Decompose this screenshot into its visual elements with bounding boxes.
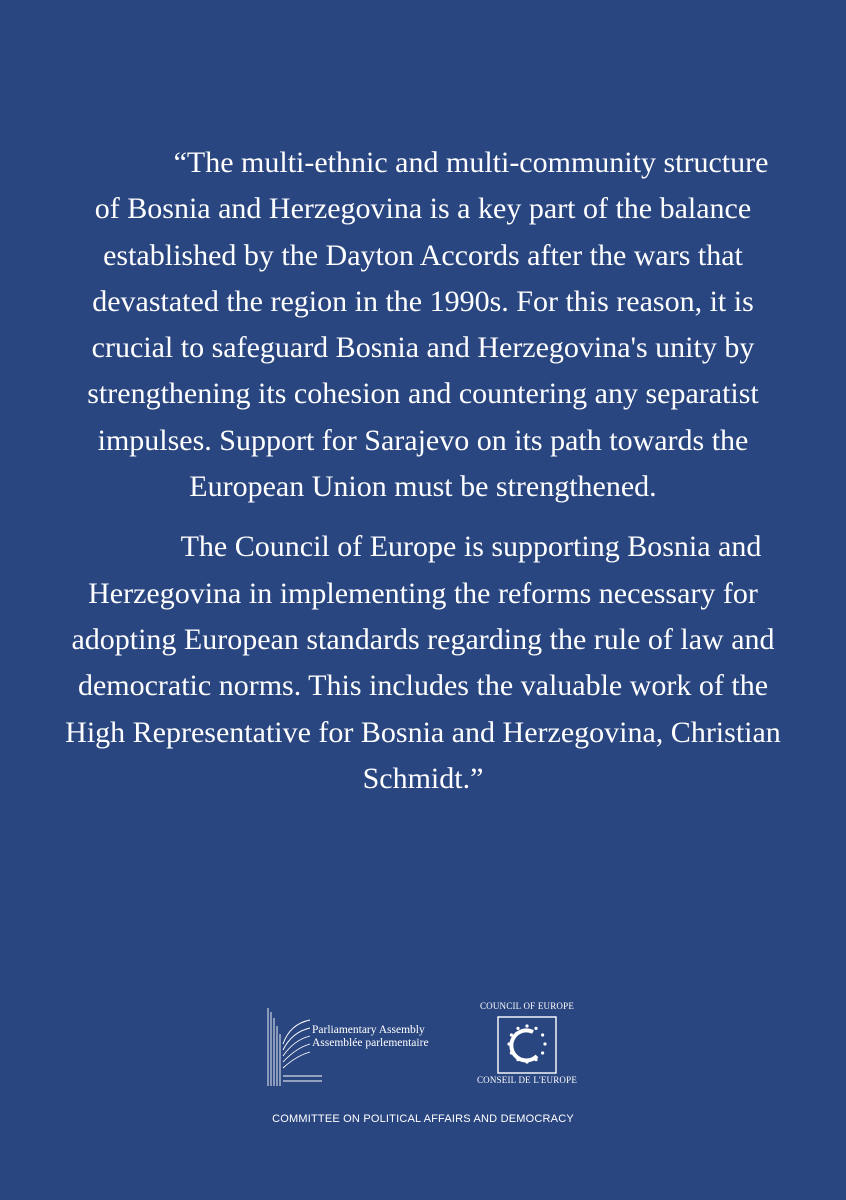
- pace-name-french: Assemblée parlementaire: [312, 1037, 429, 1049]
- coe-name-english: COUNCIL OF EUROPE: [479, 1001, 575, 1011]
- parliamentary-assembly-logo: [266, 1004, 456, 1090]
- coe-name-french: CONSEIL DE L'EUROPE: [476, 1075, 578, 1085]
- committee-name: COMMITTEE ON POLITICAL AFFAIRS AND DEMOCRACY: [272, 1113, 574, 1125]
- council-of-europe-logo: [470, 1000, 584, 1090]
- quote-text: [62, 140, 784, 802]
- council-of-europe-stars-icon: [497, 1016, 557, 1074]
- pace-name-english: Parliamentary Assembly: [312, 1024, 425, 1036]
- quote-paragraph-2: The Council of Europe is supporting Bosnia and Herzegovina in implementing the reforms necessary for adopting European standards regarding the rule of law and democratic norms. This includes the valuable work of the High Representative for Bosnia and Herzegovina, Christian Schmidt.”: [65, 530, 781, 795]
- quote-paragraph-1: “The multi-ethnic and multi-community structure of Bosnia and Herzegovina is a key part of the balance established by the Dayton Accords after the wars that devastated the region in the 1990s. For this reason, it is crucial to safeguard Bosnia and Herzegovina's unity by strengthening its cohesion and countering any separatist impulses. Support for Sarajevo on its path towards the European Union must be strengthened.: [87, 146, 769, 504]
